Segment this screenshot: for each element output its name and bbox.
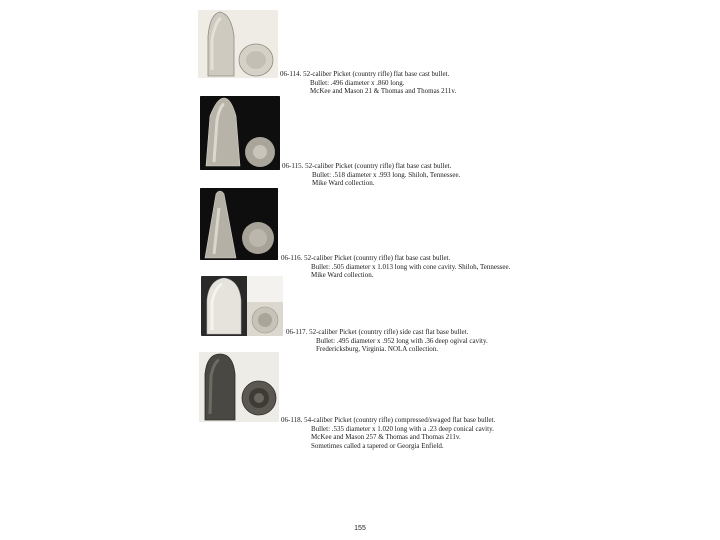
entry-detail: Bullet: .496 diameter x .860 long. [310, 78, 405, 87]
entry-note: Sometimes called a tapered or Georgia Enfield. [311, 441, 444, 450]
entry-number: 06-118. [281, 416, 303, 424]
entry-detail: Bullet: .505 diameter x 1.013 long with cone cavity. Shiloh, Tennessee. [311, 262, 511, 271]
bullet-photo-06-114 [198, 10, 278, 78]
entry-number: 06-116. [281, 254, 303, 262]
entry-number: 06-117. [286, 328, 308, 336]
entry-number: 06-115. [282, 162, 304, 170]
caption-06-116 [281, 254, 510, 280]
entry-title: 52-caliber Picket (country rifle) flat base cast bullet. [304, 254, 451, 262]
page-number: 155 [354, 525, 366, 532]
entry-reference: McKee and Mason 257 & Thomas and Thomas 211v. [311, 433, 461, 442]
bullet-photo-06-117 [201, 276, 283, 336]
caption-06-117 [286, 328, 488, 354]
entry-title: 52-caliber Picket (country rifle) side cast flat base bullet. [309, 328, 469, 336]
bullet-photo-06-115 [200, 96, 280, 170]
caption-06-118 [281, 416, 495, 450]
entry-detail: Bullet: .535 diameter x 1.020 long with a .23 deep conical cavity. [311, 424, 494, 433]
entry-title: 54-caliber Picket (country rifle) compressed/swaged flat base bullet. [304, 416, 496, 424]
entry-reference: Fredericksburg, Virginia. NOLA collection. [316, 345, 439, 354]
entry-detail: Bullet: .495 diameter x .952 long with .36 deep ogival cavity. [316, 336, 488, 345]
entry-reference: McKee and Mason 21 & Thomas and Thomas 211v. [310, 87, 457, 96]
entry-reference: Mike Ward collection. [312, 179, 375, 188]
bullet-photo-06-116 [200, 188, 278, 260]
caption-06-114 [280, 70, 456, 96]
entry-reference: Mike Ward collection. [311, 271, 374, 280]
caption-06-115 [282, 162, 460, 188]
entry-title: 52-caliber Picket (country rifle) flat base cast bullet. [305, 162, 452, 170]
entry-number: 06-114. [280, 70, 302, 78]
bullet-photo-06-118 [199, 352, 279, 422]
entry-title: 52-caliber Picket (country rifle) flat base cast bullet. [303, 70, 450, 78]
entry-detail: Bullet: .518 diameter x .993 long. Shiloh, Tennessee. [312, 170, 461, 179]
